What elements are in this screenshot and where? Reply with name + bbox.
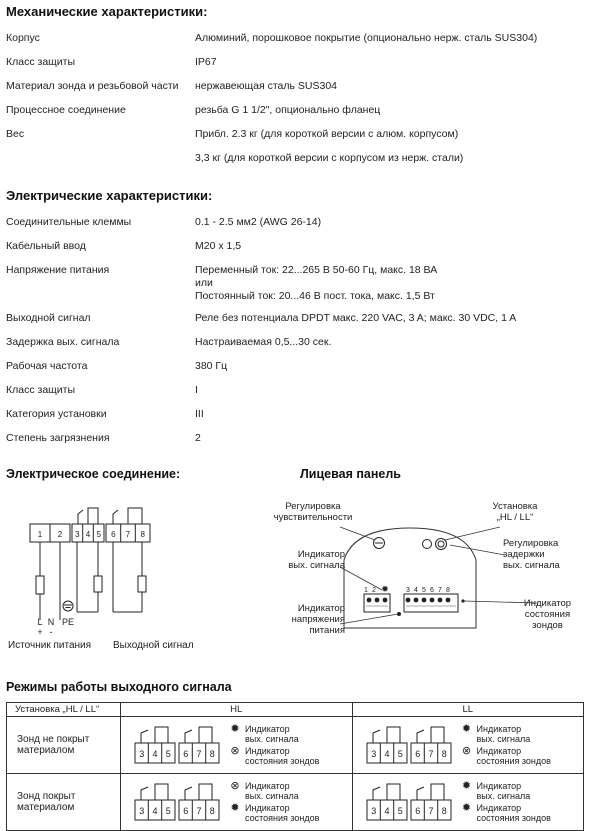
terminal-8: 8 xyxy=(140,530,145,539)
terminal-7: 7 xyxy=(125,530,131,539)
output-modes-table xyxy=(6,702,584,831)
spec-row: Класс защиты IP67 xyxy=(6,56,217,68)
output-signal-label: Выходной сигнал xyxy=(113,640,194,651)
modes-header-setting: Установка „HL / LL“ xyxy=(7,703,121,717)
spec-row: Материал зонда и резьбовой части нержавеющая сталь SUS304 xyxy=(6,80,338,92)
spec-row: Напряжение питания Переменный ток: 22...265 В 50-60 Гц, макс. 18 ВА xyxy=(6,264,438,276)
spec-row: Степень загрязнения 2 xyxy=(6,432,201,444)
led-on-icon: ✹ xyxy=(230,723,240,735)
weight-continuation: 3,3 кг (для короткой версии с корпусом из нерж. стали) xyxy=(195,152,464,164)
connection-title: Электрическое соединение: xyxy=(6,467,181,481)
modes-header-hl: HL xyxy=(121,703,353,717)
led-on-icon: ✹ xyxy=(461,802,472,814)
mechanical-title: Механические характеристики: xyxy=(6,4,208,19)
relay-diagram xyxy=(365,780,455,824)
relay-terminal-label: 3 xyxy=(139,749,145,759)
led-off-icon: ⊗ xyxy=(461,745,472,757)
probe-indicator-label: Индикатор состояния зондов xyxy=(523,598,572,631)
led-off-icon: ⊗ xyxy=(230,745,240,757)
terminal-6: 6 xyxy=(111,530,116,539)
sensitivity-label: Регулировка чувствительности xyxy=(273,501,353,523)
relay-terminal-label: 3 xyxy=(139,806,145,816)
relay-terminal-label: 5 xyxy=(397,749,403,759)
relay-diagram xyxy=(365,723,455,767)
mode-row-label: Зонд не покрыт материалом xyxy=(7,717,121,774)
relay-terminal-label: 7 xyxy=(196,806,202,816)
output-indicator-label: Индикатор вых. сигнала xyxy=(288,549,345,571)
relay-terminal-label: 7 xyxy=(427,749,434,759)
relay-terminal-label: 8 xyxy=(441,806,447,816)
modes-title: Режимы работы выходного сигнала xyxy=(6,680,232,694)
spec-row: Задержка вых. сигнала Настраиваемая 0,5...30 сек. xyxy=(6,336,332,348)
relay-terminal-label: 4 xyxy=(383,749,390,759)
spec-row: Вес Прибл. 2.3 кг (для короткой версии с алюм. корпусом) xyxy=(6,128,459,140)
modes-header-ll: LL xyxy=(352,703,584,717)
relay-terminal-label: 8 xyxy=(209,749,215,759)
power-indicator-label: Индикатор напряжения питания xyxy=(291,603,345,636)
relay-diagram xyxy=(133,780,223,824)
relay-terminal-label: 5 xyxy=(397,806,403,816)
relay-terminal-label: 5 xyxy=(165,749,171,759)
spec-row: Соединительные клеммы 0.1 - 2.5 мм2 (AWG 26-14) xyxy=(6,216,322,228)
label-n: N xyxy=(47,617,55,627)
relay-terminal-label: 4 xyxy=(383,806,390,816)
hl-ll-setting-label: Установка „HL / LL“ xyxy=(492,501,538,523)
led-off-icon: ⊗ xyxy=(230,780,240,792)
spec-row: Кабельный ввод M20 x 1,5 xyxy=(6,240,242,252)
relay-terminal-label: 8 xyxy=(441,749,447,759)
spec-row: Процессное соединение резьба G 1 1/2", опционально фланец xyxy=(6,104,381,116)
spec-row: Класс защиты I xyxy=(6,384,198,396)
panel-terminal-1: 1 xyxy=(364,587,368,594)
relay-terminal-label: 6 xyxy=(183,749,189,759)
relay-terminal-label: 6 xyxy=(414,749,420,759)
supply-dc: Постоянный ток: 20...46 В пост. тока, макс. 1,5 Вт xyxy=(195,290,435,302)
relay-terminal-label: 6 xyxy=(414,806,420,816)
led-off-icon: ✹ xyxy=(461,723,472,735)
relay-terminal-label: 4 xyxy=(152,806,158,816)
panel-terminal-8: 8 xyxy=(446,587,450,594)
terminal-1: 1 xyxy=(37,530,43,539)
terminal-5: 5 xyxy=(96,530,101,539)
label-plus: + xyxy=(37,627,43,637)
spec-row: Категория установки III xyxy=(6,408,204,420)
mode-row-label: Зонд покрыт материалом xyxy=(7,774,121,831)
relay-terminal-label: 7 xyxy=(196,749,202,759)
panel-terminal-2: 2 xyxy=(372,587,376,594)
mode-cell-hl-covered: 3 4 5 6 7 8 ⊗ Индикатор вых. сигнала ✹ Индикатор состояния зондов xyxy=(121,774,353,831)
panel-terminal-7: 7 xyxy=(438,587,442,594)
front-panel-title: Лицевая панель xyxy=(300,467,401,481)
relay-terminal-label: 3 xyxy=(370,749,376,759)
mode-cell-ll-uncovered: 3 4 5 6 7 8 ✹ Индикатор вых. сигнала ⊗ Индикатор состояния зондов xyxy=(352,717,584,774)
spec-row: Корпус Алюминий, порошковое покрытие (опционально нерж. сталь SUS304) xyxy=(6,32,538,44)
electrical-title: Электрические характеристики: xyxy=(6,188,213,203)
panel-terminal-3: 3 xyxy=(406,587,410,594)
mode-cell-ll-covered: 3 4 5 6 7 8 ✹ Индикатор вых. сигнала ✹ Индикатор состояния зондов xyxy=(352,774,584,831)
panel-terminal-5: 5 xyxy=(422,587,426,594)
spec-row: Рабочая частота 380 Гц xyxy=(6,360,228,372)
relay-terminal-label: 6 xyxy=(183,806,189,816)
supply-or: или xyxy=(195,277,213,289)
relay-terminal-label: 3 xyxy=(370,806,376,816)
relay-terminal-label: 8 xyxy=(209,806,215,816)
terminal-4: 4 xyxy=(85,530,91,539)
terminal-3: 3 xyxy=(75,530,80,539)
relay-terminal-label: 4 xyxy=(152,749,158,759)
led-on-icon: ✹ xyxy=(461,780,472,792)
mode-cell-hl-uncovered: 3 4 5 6 7 8 ✹ Индикатор вых. сигнала ⊗ Индикатор состояния зондов xyxy=(121,717,353,774)
spec-row: Выходной сигнал Реле без потенциала DPDT макс. 220 VAC, 3 A; макс. 30 VDC, 1 A xyxy=(6,312,517,324)
delay-adjust-label: Регулировка задержки вых. сигнала xyxy=(503,538,560,571)
label-pe: PE xyxy=(61,617,75,627)
relay-diagram xyxy=(133,723,223,767)
relay-terminal-label: 5 xyxy=(165,806,171,816)
label-l: L xyxy=(37,617,43,627)
power-source-label: Источник питания xyxy=(8,640,92,651)
panel-terminal-4: 4 xyxy=(414,587,418,594)
led-on-icon: ✹ xyxy=(230,802,240,814)
panel-terminal-6: 6 xyxy=(430,587,434,594)
front-panel-diagram xyxy=(330,520,490,632)
wiring-diagram xyxy=(10,492,170,640)
relay-terminal-label: 7 xyxy=(427,806,434,816)
led-out-icon: ✹ xyxy=(381,584,389,594)
terminal-2: 2 xyxy=(57,530,63,539)
label-minus: - xyxy=(49,627,53,637)
